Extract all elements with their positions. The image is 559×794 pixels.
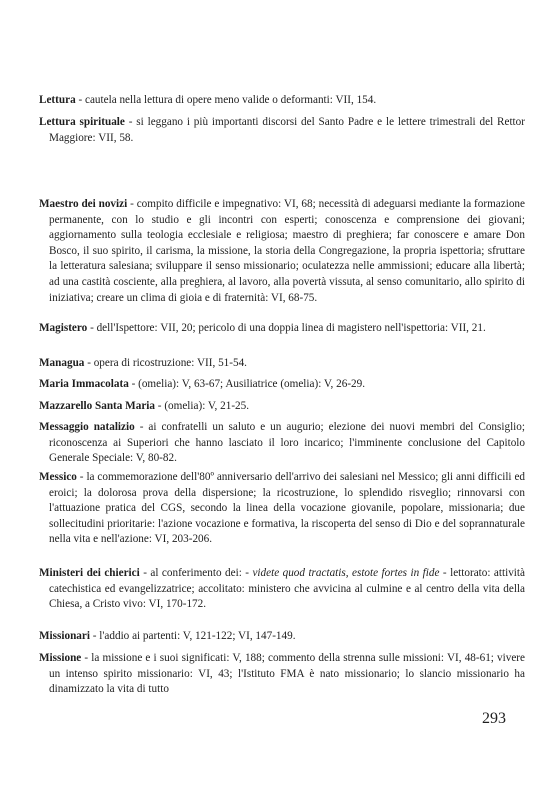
page-number: 293 bbox=[482, 710, 506, 727]
entry-text: - si leggano i più importanti discorsi del Santo Padre e le lettere trimestrali del Rettor Maggiore: VII, 58. bbox=[49, 116, 525, 144]
entry-magistero bbox=[39, 321, 525, 337]
entry-mazzarello-santa-maria bbox=[39, 399, 525, 415]
entry-head: Messico bbox=[39, 471, 77, 483]
entry-maestro-dei-novizi bbox=[39, 197, 525, 306]
entry-missionari bbox=[39, 629, 525, 645]
entry-ministeri-dei-chierici bbox=[39, 566, 525, 613]
entry-head: Messaggio natalizio bbox=[39, 421, 135, 433]
entry-text: - compito difficile e impegnativo: VI, 68; necessità di adeguarsi mediante la formazione permanente, con lo studio e gli incontri con esperti; conoscenza e comprensione dei giovani; aggiornamento sulla teologia ecclesiale e religiosa; maestro di preghiera; far conoscere e amare Don Bosco, il suo spirito, il carisma, la missione, la storia della Congregazione, la propria ispettoria; sfruttare la letteratura salesiana; sviluppare il senso missionario; oculatezza nelle ammissioni; educare alla libertà; ad una castità cosciente, alla preghiera, al lavoro, alla povertà vissuta, al senso comunitario, allo spirito di iniziativa; creare un clima di gioia e di fraternità: VI, 68-75. bbox=[49, 198, 525, 304]
entry-missione bbox=[39, 651, 525, 698]
entry-lettura-spirituale bbox=[39, 115, 525, 146]
entry-latin-quote: videte quod tractatis, estote fortes in fide bbox=[252, 567, 440, 579]
entry-head: Mazzarello Santa Maria bbox=[39, 400, 155, 412]
entry-lettura bbox=[39, 93, 525, 109]
entry-text: - (omelia): V, 63-67; Ausiliatrice (omelia): V, 26-29. bbox=[128, 378, 366, 390]
entry-head: Lettura spirituale bbox=[39, 116, 125, 128]
entry-messico bbox=[39, 470, 525, 548]
entry-text: - ai confratelli un saluto e un augurio; elezione dei nuovi membri del Consiglio; riconoscenza ai Superiori che hanno lasciato il loro incarico; l'imminente conclusione del Capitolo Generale Speciale: V, 80-82. bbox=[49, 421, 525, 465]
entry-text: - la commemorazione dell'80º anniversario dell'arrivo dei salesiani nel Messico; gli anni difficili ed eroici; la dolorosa prova della dispersione; la ricostruzione, lo splendido risveglio; rinnovarsi con l'attuazione pratica del CGS, secondo la linea della vocazione giovanile, popolare, missionaria; due sollecitudini prioritarie: l'azione vocazione e formativa, la riscoperta del senso di Dio e del soprannaturale nella vita e nell'azione: VI, 203-206. bbox=[49, 471, 525, 546]
entry-text: - la missione e i suoi significati: V, 188; commento della strenna sulle missioni: VI, 48-61; vivere un intenso spirito missionario: VI, 43; l'Istituto FMA è nato missionario; lo slancio missionario ha dinamizzato la vita di tutto bbox=[49, 652, 525, 696]
entry-head: Maestro dei novizi bbox=[39, 198, 128, 210]
entry-head: Missione bbox=[39, 652, 82, 664]
entry-messaggio-natalizio bbox=[39, 420, 525, 467]
entry-head: Magistero bbox=[39, 322, 88, 334]
entry-maria-immacolata bbox=[39, 377, 525, 393]
entry-head: Missionari bbox=[39, 630, 90, 642]
entry-managua bbox=[39, 356, 525, 372]
entry-head: Lettura bbox=[39, 94, 76, 106]
entry-text: - lettorato: attività catechistica ed evangelizzatrice; accolitato: ministero che avvicina al culmine e al centro della vita della Chiesa, a Cristo vivo: VI, 170-172. bbox=[49, 567, 525, 611]
entry-text: - l'addio ai partenti: V, 121-122; VI, 147-149. bbox=[89, 630, 296, 642]
entry-head: Maria Immacolata bbox=[39, 378, 129, 390]
entry-text: - dell'Ispettore: VII, 20; pericolo di una doppia linea di magistero nell'ispettoria: VII, 21. bbox=[87, 322, 486, 334]
entry-text: - (omelia): V, 21-25. bbox=[155, 400, 250, 412]
entry-head: Ministeri dei chierici bbox=[39, 567, 140, 579]
entry-text-pre: - al conferimento dei: - bbox=[139, 567, 253, 579]
entry-text: - cautela nella lettura di opere meno valide o deformanti: VII, 154. bbox=[75, 94, 377, 106]
entry-text: - opera di ricostruzione: VII, 51-54. bbox=[84, 357, 247, 369]
entry-head: Managua bbox=[39, 357, 85, 369]
